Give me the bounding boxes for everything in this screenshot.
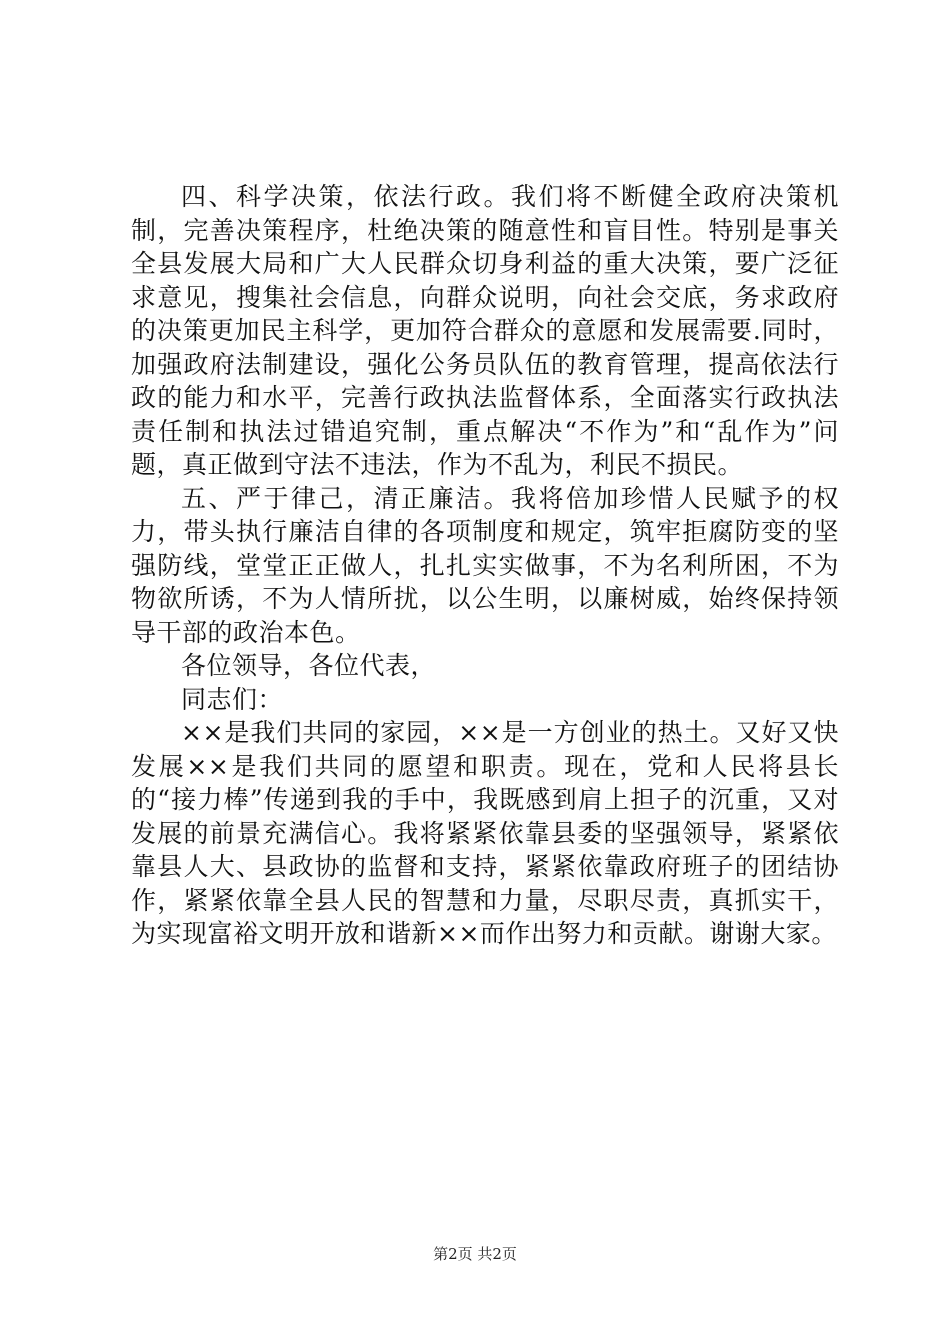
paragraph-comrades: 同志们： (181, 684, 284, 714)
paragraph-salutation: 各位领导，各位代表， (181, 651, 437, 680)
document-body (131, 180, 839, 951)
paragraph-scientific-decision: 四、科学决策，依法行政。我们将不断健全政府决策机制，完善决策程序，杜绝决策的随意性和盲目性。特别是事关全县发展大局和广大人民群众切身利益的重大决策，要广泛征求意见，搜集社会信息，向群众说明，向社会交底，务求政府的决策更加民主科学，更加符合群众的意愿和发展需要.同时，加强政府法制建设，强化公务员队伍的教育管理，提高依法行政的能力和水平，完善行政执法监督体系，全面落实行政执法责任制和执法过错追究制，重点解决“不作为”和“乱作为”问题，真正做到守法不违法，作为不乱为，利民不损民。 (131, 182, 839, 479)
page-number-footer: 第2页 共2页 (433, 1245, 517, 1263)
paragraph-self-discipline: 五、严于律己，清正廉洁。我将倍加珍惜人民赋予的权力，带头执行廉洁自律的各项制度和规定，筑牢拒腐防变的坚强防线，堂堂正正做人，扎扎实实做事，不为名利所困，不为物欲所诱，不为人情所扰，以公生明，以廉树威，始终保持领导干部的政治本色。 (131, 483, 839, 647)
paragraph-closing: ××是我们共同的家园，××是一方创业的热土。又好又快发展××是我们共同的愿望和职责。现在，党和人民将县长的“接力棒”传递到我的手中，我既感到肩上担子的沉重，又对发展的前景充满信心。我将紧紧依靠县委的坚强领导，紧紧依靠县人大、县政协的监督和支持，紧紧依靠政府班子的团结协作，紧紧依靠全县人民的智慧和力量，尽职尽责，真抓实干，为实现富裕文明开放和谐新××而作出努力和贡献。谢谢大家。 (131, 718, 839, 948)
